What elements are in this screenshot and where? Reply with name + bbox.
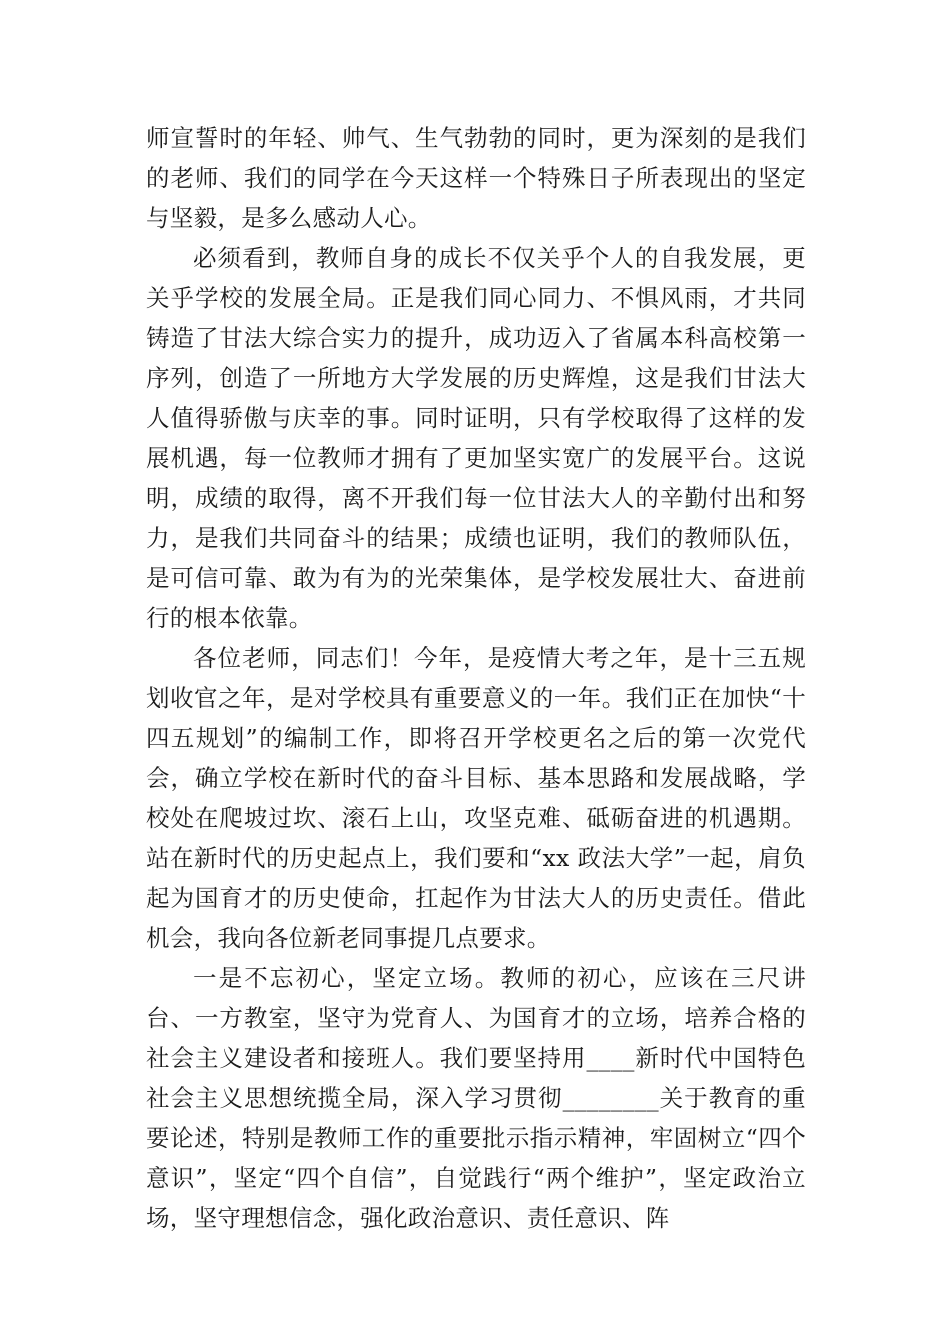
document-page xyxy=(146,118,806,1238)
paragraph-1: 师宣誓时的年轻、帅气、生气勃勃的同时，更为深刻的是我们的老师、我们的同学在今天这样一个特殊日子所表现出的坚定与坚毅，是多么感动人心。 xyxy=(146,124,806,232)
paragraph-2: 必须看到，教师自身的成长不仅关乎个人的自我发展，更关乎学校的发展全局。正是我们同心同力、不惧风雨，才共同铸造了甘法大综合实力的提升，成功迈入了省属本科高校第一序列，创造了一所地方大学发展的历史辉煌，这是我们甘法大人值得骄傲与庆幸的事。同时证明，只有学校取得了这样的发展机遇，每一位教师才拥有了更加坚实宽广的发展平台。这说明，成绩的取得，离不开我们每一位甘法大人的辛勤付出和努力，是我们共同奋斗的结果；成绩也证明，我们的教师队伍，是可信可靠、敢为有为的光荣集体，是学校发展壮大、奋进前行的根本依靠。 xyxy=(146,244,806,632)
paragraph-3: 各位老师，同志们！今年，是疫情大考之年，是十三五规划收官之年，是对学校具有重要意义的一年。我们正在加快“十四五规划”的编制工作，即将召开学校更名之后的第一次党代会，确立学校在新时代的奋斗目标、基本思路和发展战略，学校处在爬坡过坎、滚石上山，攻坚克难、砥砺奋进的机遇期。站在新时代的历史起点上，我们要和“xx 政法大学”一起，肩负起为国育才的历史使命，扛起作为甘法大人的历史责任。借此机会，我向各位新老同事提几点要求。 xyxy=(146,644,806,952)
paragraph-4: 一是不忘初心，坚定立场。教师的初心，应该在三尺讲台、一方教室，坚守为党育人、为国育才的立场，培养合格的社会主义建设者和接班人。我们要坚持用____新时代中国特色社会主义思想统揽全局，深入学习贯彻________关于教育的重要论述，特别是教师工作的重要批示指示精神，牢固树立“四个意识”，坚定“四个自信”，自觉践行“两个维护”，坚定政治立场，坚守理想信念，强化政治意识、责任意识、阵 xyxy=(146,964,806,1232)
